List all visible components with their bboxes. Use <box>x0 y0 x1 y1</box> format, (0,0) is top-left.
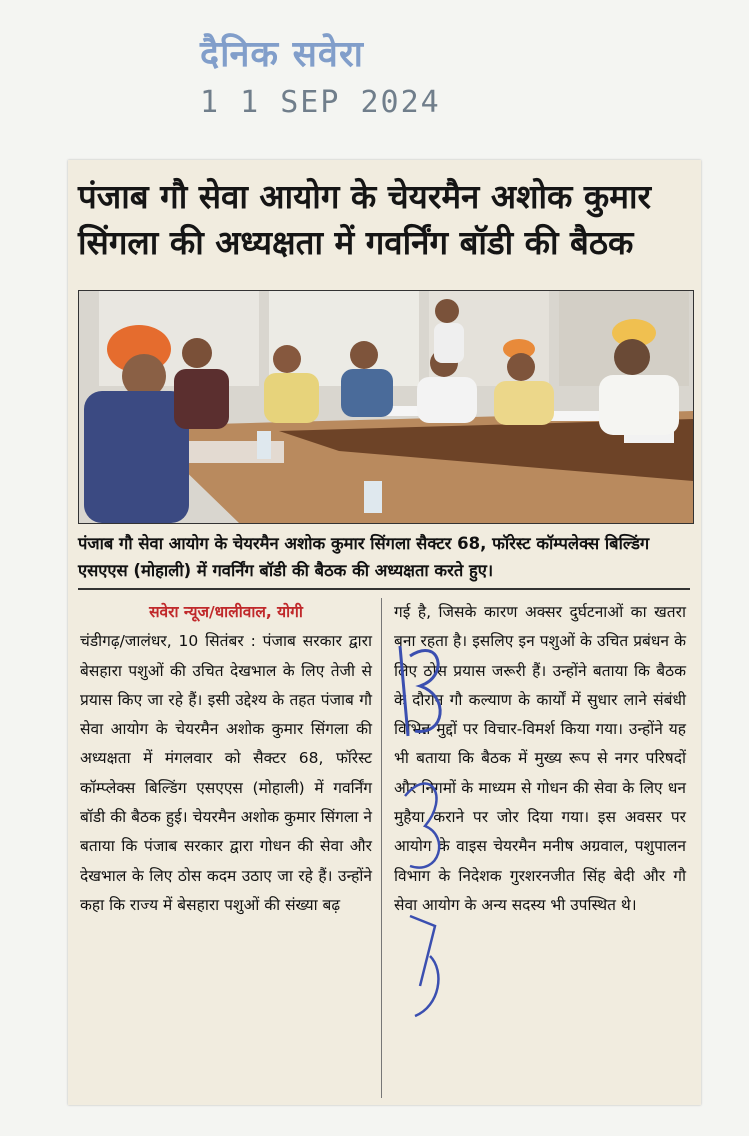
meeting-photo <box>78 290 694 524</box>
headline: पंजाब गौ सेवा आयोग के चेयरमैन अशोक कुमार सिंगला की अध्यक्षता में गवर्निंग बॉडी की बैठक <box>78 177 652 262</box>
photo-caption: पंजाब गौ सेवा आयोग के चेयरमैन अशोक कुमार सिंगला सैक्टर 68, फॉरेस्ट कॉम्पलेक्स बिल्डिंग एसएएस (मोहाली) में गवर्निंग बॉडी की बैठक की अध्यक्षता करते हुए। <box>78 534 650 580</box>
newspaper-name: दैनिक सवेरा <box>200 34 365 75</box>
meeting-photo-illustration <box>79 291 693 523</box>
article-column-1 <box>80 598 372 920</box>
column-divider <box>381 598 382 1098</box>
caption-divider <box>78 588 690 590</box>
column-1-text: चंडीगढ़/जालंधर, 10 सितंबर : पंजाब सरकार द्वारा बेसहारा पशुओं की उचित देखभाल के लिए तेजी से प्रयास किए जा रहे हैं। इसी उद्देश्य के तहत पंजाब गौ सेवा आयोग के चेयरमैन अशोक कुमार सिंगला की अध्यक्षता में मंगलवार को सैक्टर 68, फॉरेस्ट कॉम्प्लेक्स बिल्डिंग एसएएस (मोहाली) में गवर्निंग बॉडी की बैठक हुई। चेयरमैन अशोक कुमार सिंगला ने बताया कि पंजाब सरकार द्वारा गोधन की सेवा और देखभाल के लिए ठोस कदम उठाए जा रहे हैं। उन्होंने कहा कि राज्य में बेसहारा पशुओं की संख्या बढ़ <box>80 632 372 914</box>
date-stamp <box>200 28 470 120</box>
article-column-2 <box>394 598 686 920</box>
news-clipping <box>68 160 701 1105</box>
stamp-date: 1 1 SEP 2024 <box>200 85 441 120</box>
column-2-text: गई है, जिसके कारण अक्सर दुर्घटनाओं का खतरा बना रहता है। इसलिए इन पशुओं के उचित प्रबंधन के लिए ठोस प्रयास जरूरी हैं। उन्होंने बताया कि बैठक के दौरान गौ कल्याण के कार्यों में सुधार लाने संबंधी विभिन्न मुद्दों पर विचार-विमर्श किया गया। उन्होंने यह भी बताया कि बैठक में मुख्य रूप से नगर परिषदों और निगमों के माध्यम से गोधन की सेवा के लिए धन मुहैया कराने पर जोर दिया गया। इस अवसर पर आयोग के वाइस चेयरमैन मनीष अग्रवाल, पशुपालन विभाग के निदेशक गुरशरनजीत सिंह बेदी और गौ सेवा आयोग के अन्य सदस्य भी उपस्थित थे। <box>394 603 686 914</box>
byline: सवेरा न्यूज/धालीवाल, योगी <box>149 603 303 621</box>
